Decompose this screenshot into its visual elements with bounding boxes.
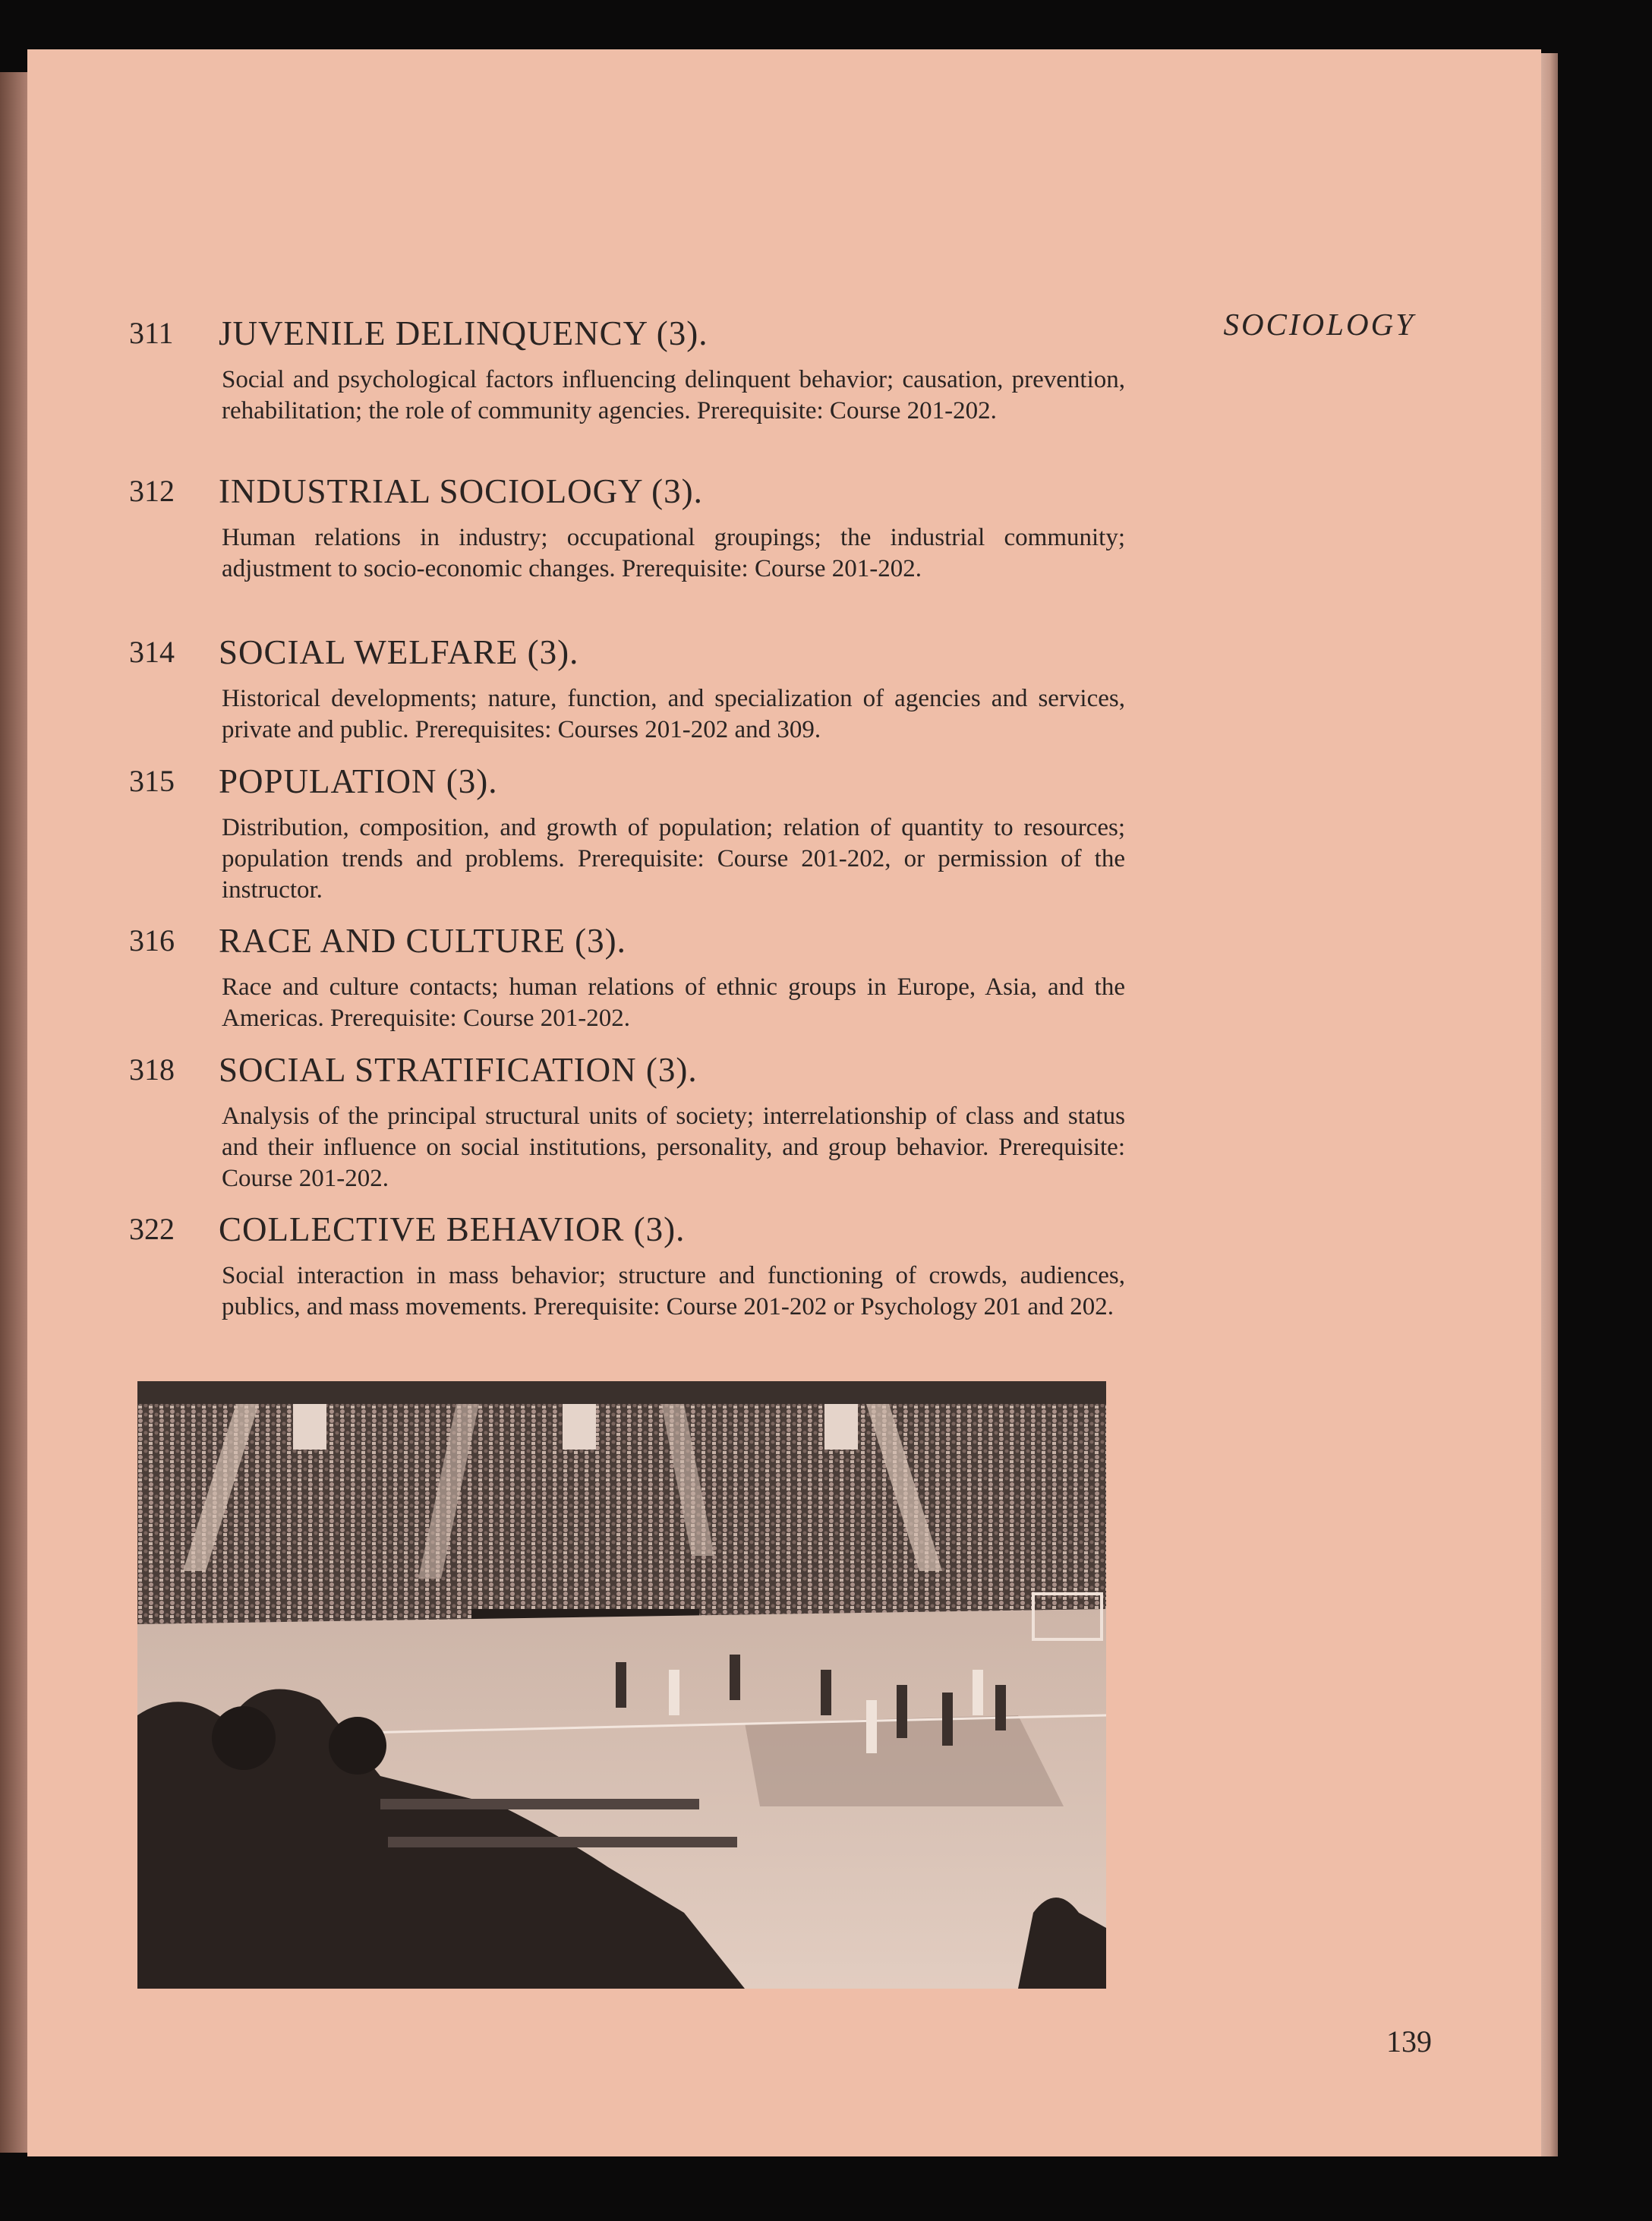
page-number: 139 [1386, 2024, 1432, 2059]
running-head: SOCIOLOGY [1223, 307, 1415, 342]
course-entry-314 [129, 630, 1139, 746]
course-heading [129, 919, 1139, 963]
course-number: 315 [129, 764, 175, 798]
crowd-stands [137, 1381, 1106, 1632]
course-title: SOCIAL WELFARE (3). [219, 633, 579, 671]
course-description: Human relations in industry; occupational groupings; the industrial community; adjustment to socio-economic changes. Prerequisite: Course 201-202. [222, 524, 1125, 582]
course-title: RACE AND CULTURE (3). [219, 922, 626, 960]
course-description: Social and psychological factors influencing delinquent behavior; causation, prevention, rehabilitation; the role of community agencies. Prerequisite: Course 201-202. [222, 366, 1125, 424]
course-heading [129, 469, 1139, 513]
course-number: 314 [129, 635, 175, 669]
catalog-page [27, 49, 1541, 2156]
course-heading [129, 311, 1139, 355]
course-description: Historical developments; nature, function, and specialization of agencies and services, private and public. Prerequisites: Courses 201-202 and 309. [222, 685, 1125, 743]
course-heading [129, 630, 1139, 674]
course-entry-318 [129, 1048, 1139, 1194]
course-entry-322 [129, 1207, 1139, 1323]
course-entry-315 [129, 759, 1139, 906]
course-entry-312 [129, 469, 1139, 585]
course-title: SOCIAL STRATIFICATION (3). [219, 1051, 698, 1089]
course-heading [129, 759, 1139, 803]
course-description: Distribution, composition, and growth of population; relation of quantity to resources; population trends and problems. Prerequisite: Course 201-202, or permission of the instructor. [222, 814, 1125, 904]
course-heading [129, 1207, 1139, 1251]
course-heading [129, 1048, 1139, 1092]
course-number: 311 [129, 316, 174, 350]
course-title: COLLECTIVE BEHAVIOR (3). [219, 1210, 686, 1248]
course-description: Social interaction in mass behavior; structure and functioning of crowds, audiences, publics, and mass movements. Prerequisite: Course 201-202 or Psychology 201 and 202. [222, 1262, 1125, 1320]
course-title: INDUSTRIAL SOCIOLOGY (3). [219, 472, 703, 510]
course-description: Analysis of the principal structural units of society; interrelationship of class and status and their influence on social institutions, personality, and group behavior. Prerequisite: Course 201-202. [222, 1103, 1125, 1192]
course-entry-316 [129, 919, 1139, 1034]
course-number: 312 [129, 474, 175, 508]
course-number: 318 [129, 1052, 175, 1087]
course-title: JUVENILE DELINQUENCY (3). [219, 314, 708, 352]
book-spine [0, 72, 30, 2153]
course-entry-311 [129, 311, 1139, 427]
arena-illustration [137, 1381, 1106, 1989]
course-title: POPULATION (3). [219, 762, 498, 800]
basketball-arena-photo [137, 1381, 1106, 1989]
course-number: 316 [129, 923, 175, 957]
course-description: Race and culture contacts; human relations of ethnic groups in Europe, Asia, and the Americas. Prerequisite: Course 201-202. [222, 973, 1125, 1032]
course-number: 322 [129, 1212, 175, 1246]
